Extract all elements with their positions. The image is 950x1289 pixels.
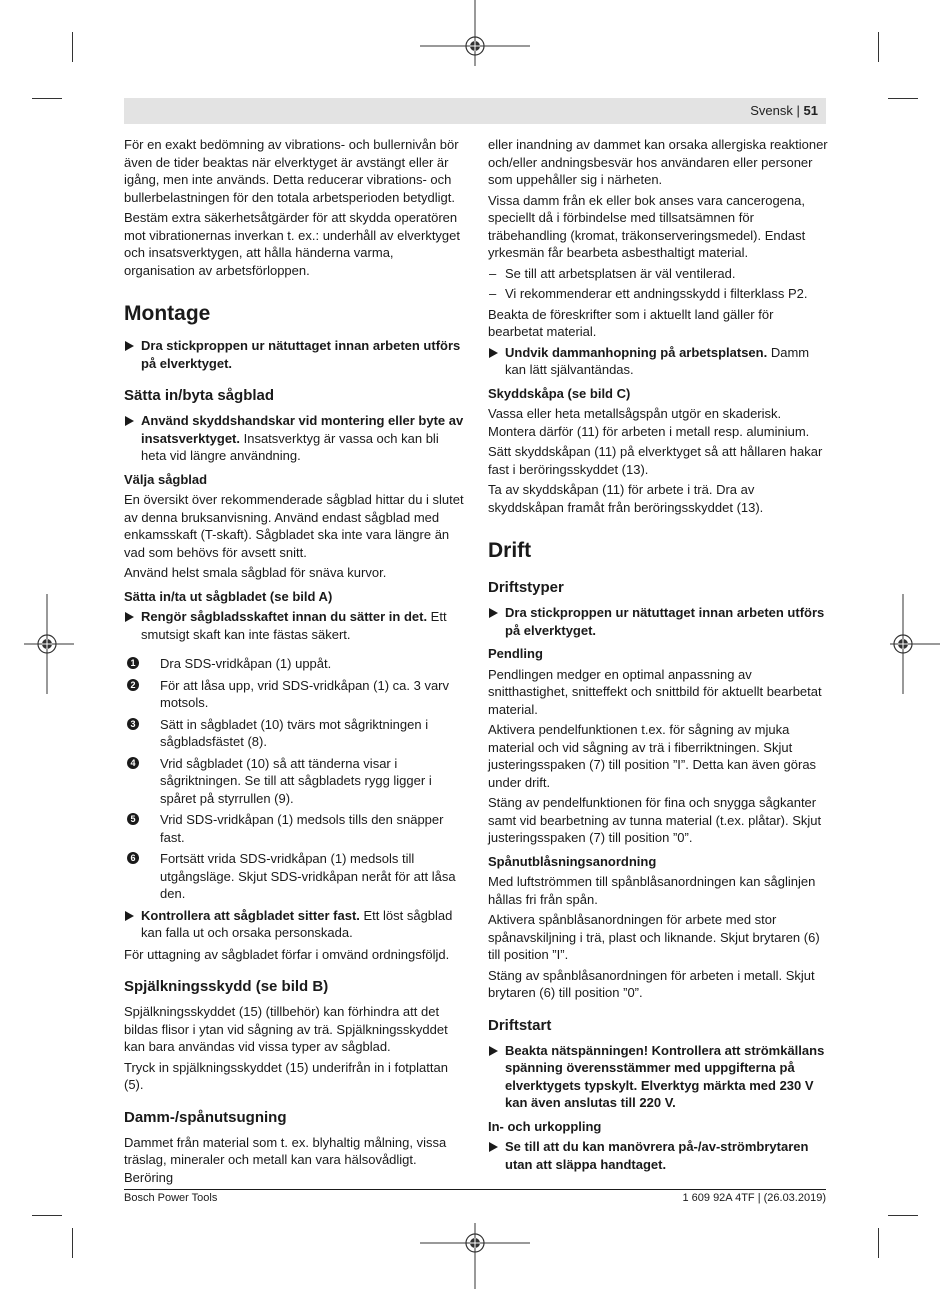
footer-doc-id: 1 609 92A 4TF | (26.03.2019) <box>682 1192 826 1204</box>
subsection-title: Driftstart <box>488 1016 552 1034</box>
paragraph: Stäng av spånblåsanordningen för arbeten i metall. Skjut brytaren (6) till position ”0”. <box>488 967 815 1000</box>
warning-text: Dra stickproppen ur nätuttaget innan arbeten utförs på elverktyget. <box>505 605 825 638</box>
subsection-title: Spjälkningsskydd (se bild B) <box>124 978 329 995</box>
warning-rest: Damm kan lätt självantändas. <box>505 344 810 377</box>
paragraph: Dammet från material som t. ex. blyhaltig målning, vissa träslag, mineraler och metall kan vara hälsovådligt. Beröring <box>124 1134 447 1185</box>
warning-rest: Ett smutsigt skaft kan inte fästas säkert. <box>141 609 447 642</box>
paragraph: Använd helst smala sågblad för snäva kurvor. <box>124 565 387 580</box>
step-item <box>124 716 464 751</box>
warning-bold: Använd skyddshandskar vid montering eller byte av insatsverktyget. <box>141 413 464 446</box>
dash-list-item: – Vi rekommenderar ett andningsskydd i filterklass P2. <box>488 285 828 303</box>
minor-heading: In- och urkoppling <box>488 1118 602 1134</box>
step-number-icon: 3 <box>127 718 139 730</box>
step-number-icon: 4 <box>127 757 139 769</box>
warning-item <box>124 907 464 942</box>
warning-item <box>124 337 464 372</box>
right-column <box>488 136 828 1177</box>
crop-mark <box>878 1228 879 1258</box>
minor-heading: Spånutblåsningsanordning <box>488 853 657 869</box>
warning-bold: Rengör sågbladsskaftet innan du sätter in det. <box>141 609 428 624</box>
subsection-title: Driftstyper <box>488 579 564 596</box>
paragraph: Ta av skyddskåpan (11) för arbete i trä. Dra av skyddskåpan framåt från beröringsskyddet (13). <box>488 482 764 515</box>
step-text: För att låsa upp, vrid SDS-vridkåpan (1) ca. 3 varv motsols. <box>160 677 450 710</box>
warning-text: Beakta nätspänningen! Kontrollera att strömkällans spänning överensstämmer med uppgifterna på elverktygets typskylt. Elverktyg märkta med 230 V kan även anslutas till 220 V. <box>505 1042 825 1110</box>
paragraph: Vissa damm från ek eller bok anses vara cancerogena, speciellt då i förbindelse med tillsatsämnen för träbehandling (kromat, träkonserveringsmedel). Endast yrkesmän får bearbeta asbesthaltigt material. <box>488 192 806 260</box>
step-text: Vrid SDS-vridkåpan (1) medsols tills den snäpper fast. <box>160 812 444 845</box>
paragraph: Aktivera spånblåsanordningen för arbete med stor spånavskiljning i trä, plast och liknande. Skjut brytaren (6) till position ”I”. <box>488 912 820 962</box>
registration-mark-icon <box>420 1209 530 1289</box>
header-text <box>750 103 818 118</box>
subsection-title: Damm-/spånutsugning <box>124 1108 287 1126</box>
crop-mark <box>888 98 918 99</box>
paragraph: Beakta de föreskrifter som i aktuellt land gäller för bearbetat material. <box>488 306 774 339</box>
warning-item <box>488 1138 828 1173</box>
crop-mark <box>32 98 62 99</box>
paragraph: För en exakt bedömning av vibrations- och bullernivån bör även de tider beaktas när elverktyget är avstängt eller är igång, men inte används. Detta reducerar vibrations- och bullerbelastningen för den totala arbetsperioden betydligt. <box>124 137 459 205</box>
footer-brand: Bosch Power Tools <box>124 1192 218 1204</box>
warning-item <box>488 344 828 379</box>
registration-mark-icon <box>420 0 530 80</box>
crop-mark <box>878 32 879 62</box>
paragraph: Vassa eller heta metallsågspån utgör en skaderisk. Montera därför (11) för arbeten i metall resp. aluminium. <box>488 406 810 439</box>
registration-mark-icon <box>24 594 84 694</box>
minor-heading: Sätta in/ta ut sågbladet (se bild A) <box>124 588 333 604</box>
section-title-drift: Drift <box>488 539 532 562</box>
step-number-icon: 5 <box>127 813 139 825</box>
paragraph: Stäng av pendelfunktionen för fina och snygga sågkanter samt vid bearbetning av tunna material (t.ex. plåtar). Skjut justeringsspaken (7) till position ”0”. <box>488 795 822 845</box>
minor-heading: Pendling <box>488 646 543 661</box>
step-text: Sätt in sågbladet (10) tvärs mot sågriktningen i sågbladsfästet (8). <box>160 716 429 749</box>
step-item <box>124 755 464 808</box>
section-title-montage: Montage <box>124 302 211 325</box>
warning-text: Se till att du kan manövrera på-/av-strömbrytaren utan att släppa handtaget. <box>505 1139 809 1172</box>
step-text: Dra SDS-vridkåpan (1) uppåt. <box>160 656 332 671</box>
registration-mark-icon <box>880 594 940 694</box>
step-number-icon: 2 <box>127 679 139 691</box>
warning-item <box>488 604 828 639</box>
paragraph: Sätt skyddskåpan (11) på elverktyget så att hållaren hakar fast i beröringsskyddet (13). <box>488 444 823 477</box>
step-text: Fortsätt vrida SDS-vridkåpan (1) medsols till utgångsläge. Skjut SDS-vridkåpan neråt för att låsa den. <box>160 851 456 901</box>
paragraph: Med luftströmmen till spånblåsanordningen kan såglinjen hållas fri från spån. <box>488 874 816 907</box>
page-number: 51 <box>803 103 818 118</box>
header-language: Svensk <box>750 103 793 118</box>
warning-rest: Insatsverktyg är vassa och kan bli heta vid längre användning. <box>141 430 439 463</box>
paragraph: Tryck in spjälkningsskyddet (15) underifrån in i fotplattan (5). <box>124 1059 448 1092</box>
header-separator: | <box>796 103 800 118</box>
left-column <box>124 136 464 1189</box>
step-item <box>124 811 464 846</box>
step-item <box>124 655 464 673</box>
step-text: Vrid sågbladet (10) så att tänderna visar i sågriktningen. Se till att sågbladets rygg ligger i spåret på styrrullen (9). <box>160 755 432 806</box>
warning-rest: Ett löst sågblad kan falla ut och orsaka personskada. <box>141 907 453 940</box>
dash-list-item: – Se till att arbetsplatsen är väl ventilerad. <box>488 265 828 283</box>
step-item <box>124 677 464 712</box>
paragraph: Pendlingen medger en optimal anpassning av snitthastighet, snitteffekt och snittbild för aktuellt bearbetat material. <box>488 666 822 717</box>
paragraph: Spjälkningsskyddet (15) (tillbehör) kan förhindra att det bildas flisor i ytan vid sågning av trä. Spjälkningsskyddet kan bara användas vid vissa typer av sågblad. <box>124 1004 448 1054</box>
subsection-title: Sätta in/byta sågblad <box>124 387 275 404</box>
minor-heading: Skyddskåpa (se bild C) <box>488 385 631 401</box>
paragraph: En översikt över rekommenderade sågblad hittar du i slutet av denna bruksanvisning. Använd endast sågblad med enkamsskaft (T-skaft). Sågbladet ska inte vara längre än vad som behövs för avsett snitt. <box>124 492 464 560</box>
page-header <box>124 98 826 124</box>
paragraph: eller inandning av dammet kan orsaka allergiska reaktioner och/eller andningsbesvär hos användaren eller personer som uppehåller sig i närheten. <box>488 137 828 187</box>
warning-item <box>124 608 464 643</box>
paragraph: Bestäm extra säkerhetsåtgärder för att skydda operatören mot vibrationernas inverkan t. ex.: underhåll av elverktyget och insatsverktygen, att hålla händerna varma, organisation av arbetsförloppen. <box>124 210 461 278</box>
warning-bold: Kontrollera att sågbladet sitter fast. <box>141 907 360 923</box>
minor-heading: Välja sågblad <box>124 471 208 487</box>
paragraph: För uttagning av sågbladet förfar i omvänd ordningsföljd. <box>124 946 450 962</box>
footer-rule <box>124 1189 826 1190</box>
crop-mark <box>72 1228 73 1258</box>
crop-mark <box>72 32 73 62</box>
step-number-icon: 1 <box>127 657 139 669</box>
step-item <box>124 850 464 903</box>
paragraph: Aktivera pendelfunktionen t.ex. för sågning av mjuka material och vid sågning av trä i fiberriktningen. Skjut justeringsspaken (7) till position ”I”. Detta kan även göras under drift. <box>488 722 817 790</box>
step-number-icon: 6 <box>127 852 139 864</box>
crop-mark <box>888 1215 918 1216</box>
warning-bold: Undvik dammanhopning på arbetsplatsen. <box>505 344 768 360</box>
warning-text: Dra stickproppen ur nätuttaget innan arbeten utförs på elverktyget. <box>141 338 461 371</box>
warning-item <box>124 412 464 465</box>
warning-item <box>488 1042 828 1112</box>
crop-mark <box>32 1215 62 1216</box>
